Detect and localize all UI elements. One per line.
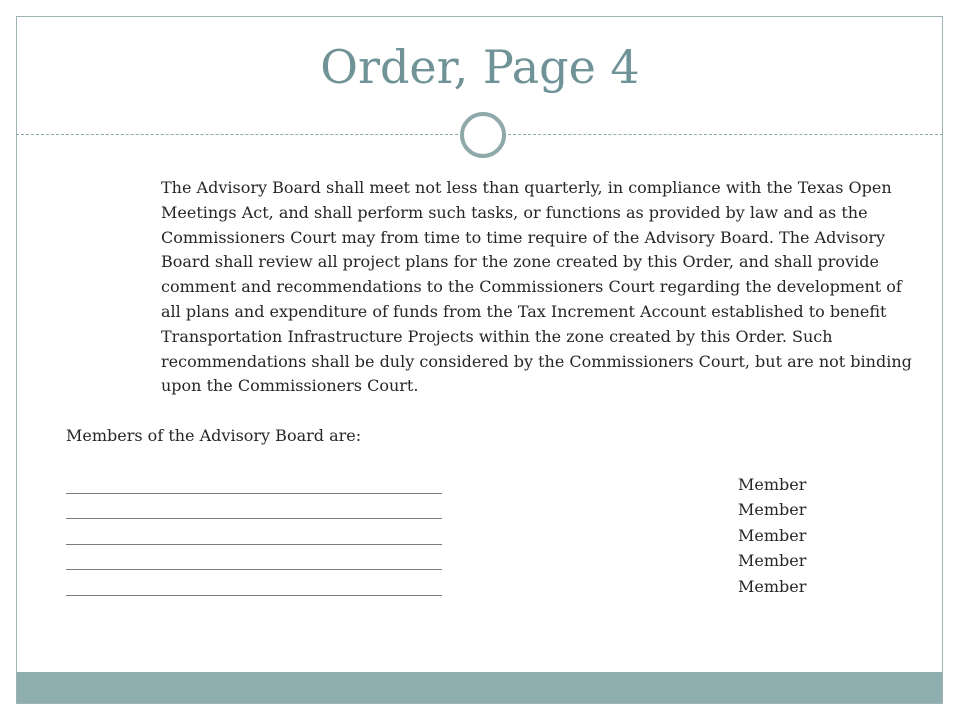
member-label: Member [738,500,807,520]
signature-line: _______________________________________________ [66,551,442,571]
members-heading: Members of the Advisory Board are: [66,426,362,446]
member-label: Member [738,474,807,494]
footer-accent-band [17,672,942,703]
signature-line: _______________________________________________ [66,576,442,596]
member-row [66,473,916,499]
ring-ornament-icon [458,110,508,160]
slide-title: Order, Page 4 [320,40,640,94]
signature-line: _______________________________________________ [66,500,442,520]
member-label: Member [738,525,807,545]
body-paragraph: The Advisory Board shall meet not less than quarterly, in compliance with the Texas Open Meetings Act, and shall perform such tasks, or functions as provided by law and as the Commissioners Court may from time to time require of the Advisory Board. The Advisory Board shall review all project plans for the zone created by this Order, and shall provide comment and recommendations to the Commissioners Court regarding the development of all plans and expenditure of funds from the Tax Increment Account established to benefit Transportation Infrastructure Projects within the zone created by this Order. Such recommendations shall be duly considered by the Commissioners Court, but are not binding upon the Commissioners Court. [161,178,912,396]
signature-line: _______________________________________________ [66,525,442,545]
title-divider-left [16,134,458,135]
member-row [66,524,916,550]
title-divider-right [508,134,943,135]
member-label: Member [738,576,807,596]
member-row [66,549,916,575]
member-row [66,575,916,601]
member-row [66,498,916,524]
member-list [66,473,916,601]
slide-body [66,176,916,600]
signature-line: _______________________________________________ [66,474,442,494]
member-label: Member [738,551,807,571]
